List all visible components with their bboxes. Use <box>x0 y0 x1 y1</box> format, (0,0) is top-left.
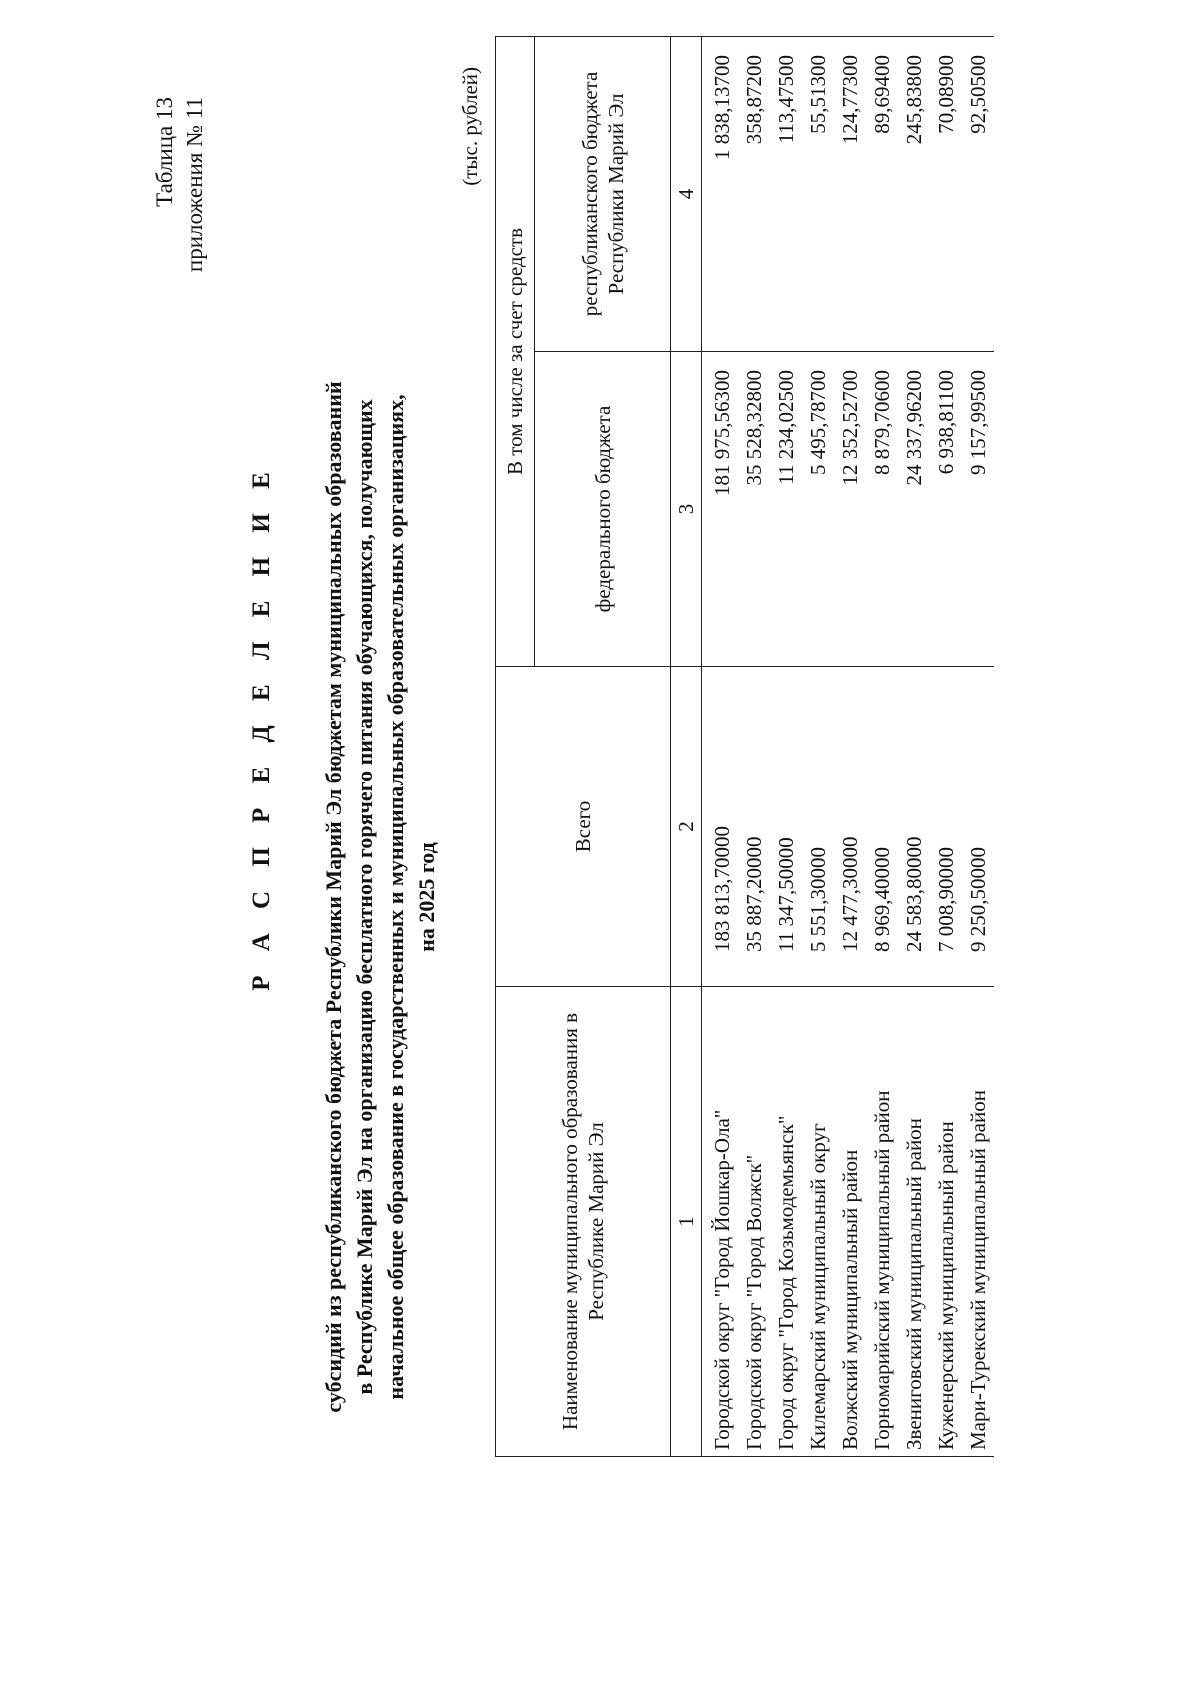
row-municipality-name: Куженерский муниципальный район <box>930 987 962 1457</box>
row-federal: 11 234,02500 <box>770 352 802 667</box>
row-republic: 89,69400 <box>866 36 898 351</box>
row-republic: 358,87200 <box>738 36 770 351</box>
column-number: 2 <box>671 667 702 987</box>
row-federal: 9 157,99500 <box>962 352 994 667</box>
header-republic-budget: республиканского бюджета Республики Марий Эл <box>535 36 671 351</box>
table-row <box>834 36 866 1456</box>
column-number: 1 <box>671 987 702 1457</box>
row-republic: 113,47500 <box>770 36 802 351</box>
table-row <box>802 36 834 1456</box>
caption-appendix-number: приложения № 11 <box>182 97 207 273</box>
row-municipality-name: Мари-Турекский муниципальный район <box>962 987 994 1457</box>
row-federal: 5 495,78700 <box>802 352 834 667</box>
header-including-group: В том числе за счет средств <box>496 36 535 666</box>
table-row <box>770 36 802 1456</box>
row-municipality-name: Горномарийский муниципальный район <box>866 987 898 1457</box>
header-municipality-name: Наименование муниципального образования в Республике Марий Эл <box>496 987 671 1457</box>
subtitle-line: субсидий из республиканского бюджета Республики Марий Эл бюджетам муниципальных образований <box>321 381 346 1413</box>
row-republic: 1 838,13700 <box>702 36 739 351</box>
table-row <box>898 36 930 1456</box>
subtitle-line: начальное общее образование в государственных и муниципальных образовательных организациях, <box>383 394 408 1400</box>
row-total: 5 551,30000 <box>802 667 834 987</box>
row-total: 35 887,20000 <box>738 667 770 987</box>
header-federal-budget: федерального бюджета <box>535 352 671 667</box>
row-municipality-name: Городской округ "Город Йошкар-Ола" <box>702 987 739 1457</box>
row-total: 9 250,50000 <box>962 667 994 987</box>
row-total: 183 813,70000 <box>702 667 739 987</box>
subtitle-line: в Республике Марий Эл на организацию бесплатного горячего питания обучающихся, получающих <box>352 399 377 1395</box>
table-row <box>738 36 770 1456</box>
row-republic: 55,51300 <box>802 36 834 351</box>
row-total: 11 347,50000 <box>770 667 802 987</box>
row-total: 7 008,90000 <box>930 667 962 987</box>
header-total: Всего <box>496 667 671 987</box>
table-row <box>962 36 994 1456</box>
row-total: 12 477,30000 <box>834 667 866 987</box>
column-number: 3 <box>671 352 702 667</box>
row-municipality-name: Килемарский муниципальный округ <box>802 987 834 1457</box>
row-total: 8 969,40000 <box>866 667 898 987</box>
row-federal: 35 528,32800 <box>738 352 770 667</box>
row-republic: 124,77300 <box>834 36 866 351</box>
row-municipality-name: Волжский муниципальный район <box>834 987 866 1457</box>
row-republic: 70,08900 <box>930 36 962 351</box>
units-label: (тыс. рублей) <box>458 67 482 186</box>
row-total: 24 583,80000 <box>898 667 930 987</box>
subtitle-line: на 2025 год <box>414 842 439 952</box>
row-federal: 12 352,52700 <box>834 352 866 667</box>
table-row <box>866 36 898 1456</box>
caption-table-number: Таблица 13 <box>152 97 177 207</box>
document-subtitle <box>318 367 442 1427</box>
row-republic: 245,83800 <box>898 36 930 351</box>
table-caption <box>150 97 210 387</box>
row-federal: 181 975,56300 <box>702 352 739 667</box>
row-municipality-name: Звениговский муниципальный район <box>898 987 930 1457</box>
row-republic: 92,50500 <box>962 36 994 351</box>
row-municipality-name: Городской округ "Город Волжск" <box>738 987 770 1457</box>
table-row <box>702 36 739 1456</box>
row-municipality-name: Город округ "Город Козьмодемьянск" <box>770 987 802 1457</box>
table-row <box>930 36 962 1456</box>
distribution-table <box>495 36 994 1457</box>
row-federal: 24 337,96200 <box>898 352 930 667</box>
row-federal: 8 879,70600 <box>866 352 898 667</box>
row-federal: 6 938,81100 <box>930 352 962 667</box>
column-number: 4 <box>671 36 702 351</box>
document-heading: Р А С П Р Е Д Е Л Е Н И Е <box>248 463 275 991</box>
